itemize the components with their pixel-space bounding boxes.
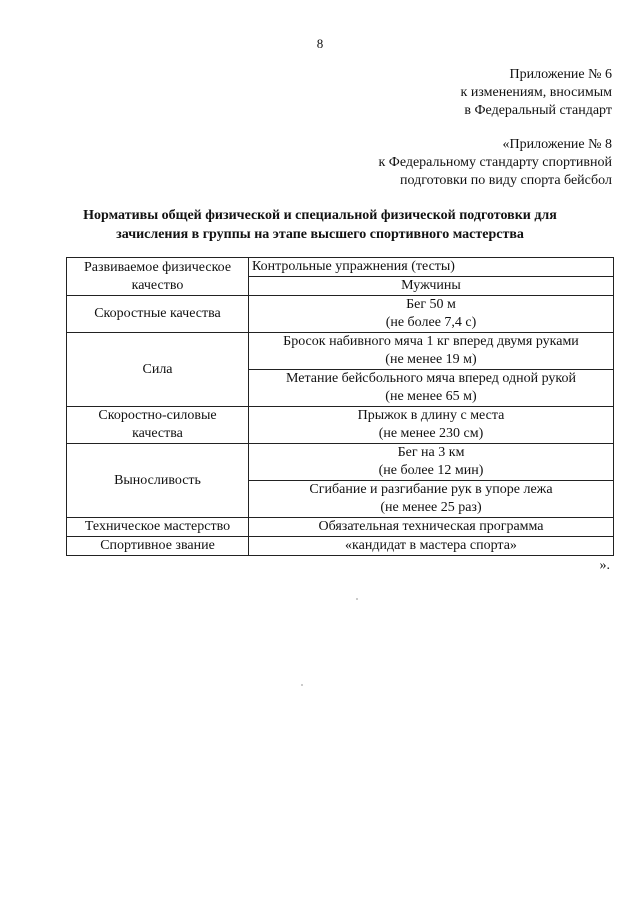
test-cell — [249, 296, 614, 333]
header-quality: Развиваемое физическое качество — [67, 258, 249, 296]
appendix-sub-line3: подготовки по виду спорта бейсбол — [400, 173, 612, 188]
document-title-line2: зачисления в группы на этапе высшего спортивного мастерства — [116, 227, 524, 242]
closing-quote: ». — [599, 558, 610, 573]
test-name: Сгибание и разгибание рук в упоре лежа — [309, 482, 553, 497]
appendix-header — [461, 66, 612, 120]
scan-speck — [356, 598, 358, 600]
test-name: Бросок набивного мяча 1 кг вперед двумя руками — [283, 334, 579, 349]
test-norm: (не менее 25 раз) — [380, 500, 482, 515]
appendix-header-line1: Приложение № 6 — [509, 67, 612, 82]
table-row — [67, 537, 614, 556]
page-number: 8 — [316, 36, 324, 51]
test-norm: (не менее 19 м) — [385, 352, 477, 367]
quality-label: Скоростно-силовые качества — [98, 408, 217, 441]
quality-cell: Скоростные качества — [67, 296, 249, 333]
appendix-sub-line1: «Приложение № 8 — [502, 137, 612, 152]
table-row — [67, 333, 614, 370]
test-cell: «кандидат в мастера спорта» — [249, 537, 614, 556]
test-name: Метание бейсбольного мяча вперед одной рукой — [285, 371, 577, 386]
test-cell — [249, 333, 614, 370]
test-norm: (не менее 230 см) — [378, 426, 484, 441]
appendix-sub-line2: к Федеральному стандарту спортивной — [378, 155, 612, 170]
subheader-men: Мужчины — [249, 277, 614, 296]
quality-cell: Техническое мастерство — [67, 518, 249, 537]
header-tests: Контрольные упражнения (тесты) — [249, 258, 614, 277]
table-row — [67, 407, 614, 444]
quality-cell: Спортивное звание — [67, 537, 249, 556]
test-name: Бег на 3 км — [397, 445, 465, 460]
quality-cell: Выносливость — [67, 444, 249, 518]
table-row — [67, 518, 614, 537]
scan-speck — [301, 684, 303, 686]
quality-cell: Сила — [67, 333, 249, 407]
appendix-sub — [378, 136, 612, 190]
norms-table — [66, 257, 614, 556]
document-title — [40, 206, 600, 244]
appendix-header-line2: к изменениям, вносимым — [460, 85, 612, 100]
test-norm: (не менее 65 м) — [385, 389, 477, 404]
test-cell — [249, 444, 614, 481]
test-cell — [249, 370, 614, 407]
test-cell: Обязательная техническая программа — [249, 518, 614, 537]
table-row — [67, 296, 614, 333]
test-norm: (не более 7,4 с) — [385, 315, 477, 330]
test-name: Бег 50 м — [406, 297, 456, 312]
test-cell — [249, 481, 614, 518]
test-cell — [249, 407, 614, 444]
test-name: Прыжок в длину с места — [357, 408, 505, 423]
document-title-line1: Нормативы общей физической и специальной физической подготовки для — [83, 208, 557, 223]
test-norm: (не более 12 мин) — [378, 463, 484, 478]
quality-cell — [67, 407, 249, 444]
table-header-row — [67, 258, 614, 277]
table-row — [67, 444, 614, 481]
appendix-header-line3: в Федеральный стандарт — [464, 103, 612, 118]
